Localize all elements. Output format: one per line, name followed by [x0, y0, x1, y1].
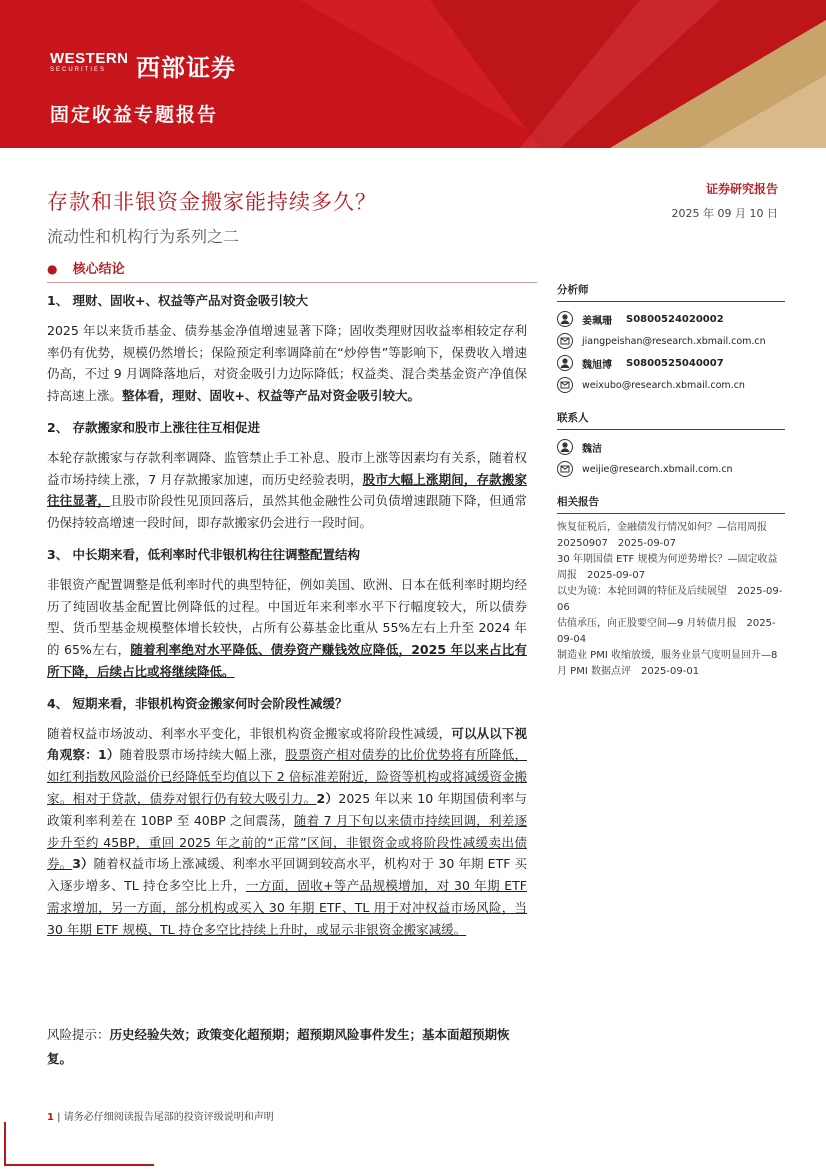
analyst-row [557, 352, 785, 374]
analyst-email[interactable]: weixubo@research.xbmail.com.cn [582, 379, 745, 391]
brand-logo [50, 48, 236, 83]
report-title: 存款和非银资金搬家能持续多久？ [47, 190, 377, 214]
bullet-icon: ● [47, 262, 58, 276]
analysts-heading: 分析师 [557, 282, 785, 302]
analyst-email-row [557, 374, 785, 396]
doc-type: 证券研究报告 [705, 182, 778, 196]
analyst-email-row [557, 330, 785, 352]
related-report-item[interactable]: 以史为镜：本轮回调的特征及后续展望 2025-09-06 [557, 586, 783, 613]
section-paragraph: 随着权益市场波动、利率水平变化，非银机构资金搬家或将阶段性减缓，可以从以下视角观察：1）随着股票市场持续大幅上涨，股票资产相对债券的比价优势将有所降低，如红利指数风险溢价已经降低至均值以下 2 倍标准差附近，险资等机构或将减缓资金搬家。相对于贷款，债券对银行仍有较大吸引力。2）2025 年以来 10 年期国债利率与政策利率利差在 10BP 至 40BP 之间震荡，随着 7 月下旬以来债市持续回调，利差逐步升至约 45BP，重回 2025 年之前的“正常”区间，非银资金或将阶段性减缓卖出债券。3）随着权益市场上涨减缓、利率水平回调到较高水平，机构对于 30 年期 ETF 买入逐步增多、TL 持仓多空比上升，一方面，固收+等产品规模增加，对 30 年期 ETF 需求增加，另一方面，部分机构或买入 30 年期 ETF、TL 用于对冲权益市场风险，当 30 年期 ETF 规模、TL 持仓多空比持续上升时，或显示非银资金搬家减缓。 [47, 725, 528, 937]
main-body [47, 288, 527, 951]
footer-accent-line [4, 1122, 6, 1166]
analyst-name: 魏旭博 [582, 359, 612, 371]
core-label: 核心结论 [72, 262, 125, 277]
contact-email-row [557, 458, 785, 480]
person-icon [557, 311, 573, 327]
page-number: 1 [47, 1112, 54, 1123]
doc-date: 2025 年 09 月 10 日 [671, 207, 778, 220]
header-banner [0, 0, 826, 148]
section-heading: 1、 理财、固收+、权益等产品对资金吸引较大 [47, 293, 309, 308]
person-icon [557, 439, 573, 455]
contact-email[interactable]: weijie@research.xbmail.com.cn [582, 463, 733, 475]
analyst-email[interactable]: jiangpeishan@research.xbmail.com.cn [582, 335, 766, 347]
core-conclusion-header [47, 258, 537, 283]
sidebar [557, 282, 785, 680]
section-paragraph: 2025 年以来货币基金、债券基金净值增速显著下降；固收类理财因收益率相较定存利率仍有优势，规模仍然增长；保险预定利率调降前在“炒停售”等影响下，保费收入增速仍高，不过 9 月调降落地后，对资金吸引力边际降低；权益类、混合类基金资产净值保持高速上涨。整体看，理财、固收+、权益等产品对资金吸引较大。 [47, 322, 527, 404]
related-report-item[interactable]: 恢复征税后，金融债发行情况如何？—信用周报 20250907 2025-09-07 [557, 522, 767, 549]
analyst-row [557, 308, 785, 330]
section-heading: 2、 存款搬家和股市上涨往往互相促进 [47, 419, 261, 435]
section-paragraph: 非银资产配置调整是低利率时代的典型特征，例如美国、欧洲、日本在低利率时期均经历了纯固收基金配置比例降低的过程。中国近年来利率水平下行幅度较大，所以债券型、货币型基金规模整体增长较快，占所有公募基金比重从 55%左右上升至 2024 年的 65%左右，随着利率绝对水平降低、债券资产赚钱效应降低，2025 年以来占比有所下降，后续占比或将继续降低。 [47, 576, 527, 679]
related-report-item[interactable]: 30 年期国债 ETF 规模为何逆势增长？—固定收益周报 2025-09-07 [557, 554, 778, 581]
related-report-item[interactable]: 制造业 PMI 收缩放缓，服务业景气度明显回升—8 月 PMI 数据点评 2025-09-01 [557, 650, 778, 677]
footer-accent-base [4, 1164, 154, 1166]
footer-separator: | [57, 1112, 64, 1123]
footer-note: 请务必仔细阅读报告尾部的投资评级说明和声明 [63, 1112, 274, 1123]
contact-row [557, 436, 785, 458]
mail-icon [557, 461, 573, 477]
analyst-name: 姜珮珊 [582, 315, 612, 327]
related-reports-heading: 相关报告 [557, 494, 785, 514]
section-heading: 3、 中长期来看，低利率时代非银机构往往调整配置结构 [47, 546, 361, 562]
contact-heading: 联系人 [557, 410, 785, 430]
brand-name-cn: 西部证券 [136, 54, 236, 82]
section-heading: 4、 短期来看，非银机构资金搬家何时会阶段性减缓？ [47, 695, 348, 711]
related-report-item[interactable]: 估值承压，向正股要空间—9 月转债月报 2025-09-04 [557, 618, 776, 645]
page-footer [47, 1108, 274, 1123]
risk-warning: 风险提示：历史经验失效；政策变化超预期；超预期风险事件发生；基本面超预期恢复。 [47, 1027, 510, 1066]
mail-icon [557, 377, 573, 393]
analyst-code: S0800525040007 [626, 357, 724, 369]
western-securities-logo: WESTERN SECURITIES [50, 49, 129, 73]
analyst-code: S0800524020002 [626, 313, 724, 325]
contact-name: 魏洁 [582, 443, 602, 455]
mail-icon [557, 333, 573, 349]
person-icon [557, 355, 573, 371]
report-subtitle: 流动性和机构行为系列之二 [47, 227, 240, 246]
section-paragraph: 本轮存款搬家与存款利率调降、监管禁止手工补息、股市上涨等因素均有关系，随着权益市场持续上涨，7 月存款搬家加速，而历史经验表明，股市大幅上涨期间，存款搬家往往显著，且股市阶段性见顶回落后，虽然其他金融性公司负债增速跟随下降，但通常仍保持较高增速一段时间，即存款搬家仍会进行一段时间。 [47, 449, 527, 531]
report-type: 固定收益专题报告 [50, 104, 219, 126]
